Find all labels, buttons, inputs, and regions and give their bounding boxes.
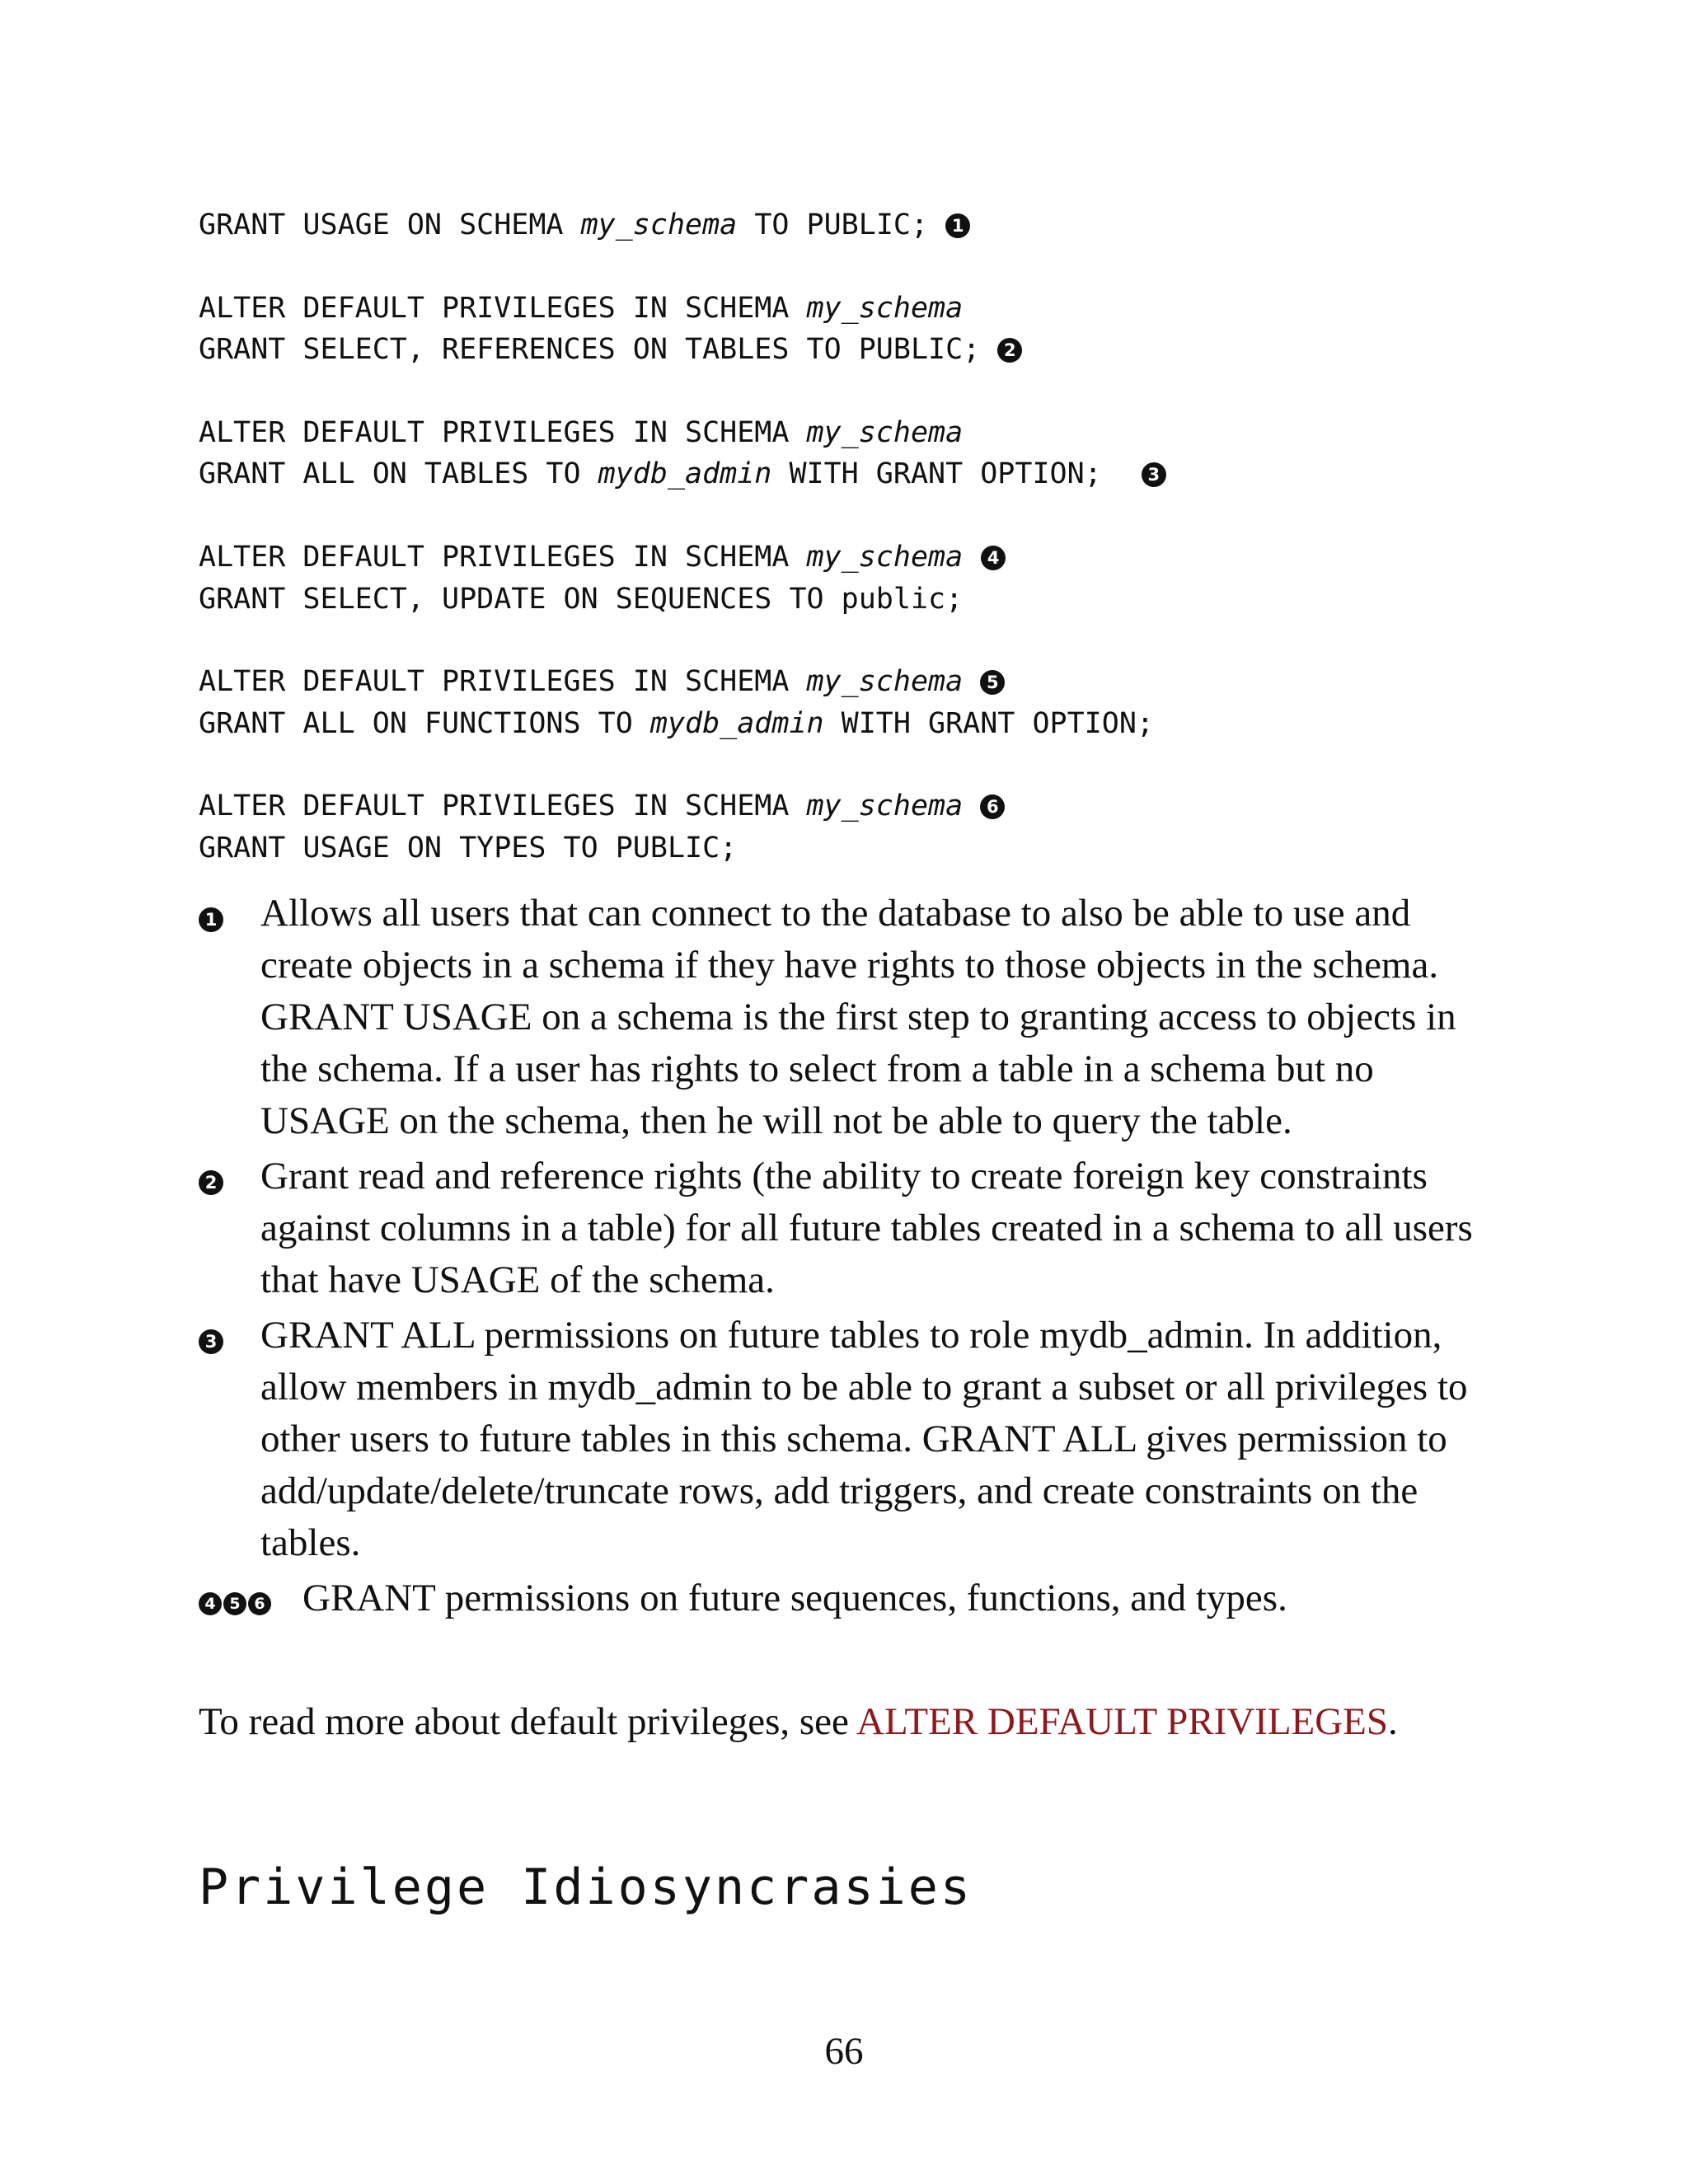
code-line xyxy=(199,453,1435,494)
callout-text: Grant read and reference rights (the ability to create foreign key constraints against columns in a table) for all future tables created in a schema to all users that have USAGE of the schema. xyxy=(260,1155,1473,1301)
code-placeholder: my_schema xyxy=(806,415,964,449)
code-text: GRANT SELECT, REFERENCES ON TABLES TO PUBLIC; xyxy=(199,333,981,367)
callout-item-4-5-6 xyxy=(199,1572,1501,1624)
callout-marker-2: 2 xyxy=(997,338,1022,363)
alter-default-privileges-link[interactable]: ALTER DEFAULT PRIVILEGES xyxy=(856,1700,1389,1743)
code-text: GRANT ALL ON TABLES TO xyxy=(199,457,598,491)
callout-item-3 xyxy=(199,1310,1501,1569)
code-text: TO PUBLIC; xyxy=(737,209,929,241)
callout-marker-6: 6 xyxy=(980,794,1005,819)
code-text: WITH GRANT OPTION; xyxy=(771,457,1102,491)
code-line xyxy=(199,785,1435,827)
code-line xyxy=(199,579,1435,620)
paragraph-text: . xyxy=(1388,1700,1398,1743)
callout-list xyxy=(199,888,1501,1628)
callout-marker: 3 xyxy=(199,1329,223,1354)
code-line xyxy=(199,827,1435,869)
code-placeholder: mydb_admin xyxy=(649,706,824,740)
page-number: 66 xyxy=(824,2030,864,2073)
code-placeholder: my_schema xyxy=(806,790,964,823)
code-text: GRANT ALL ON FUNCTIONS TO xyxy=(199,706,650,740)
code-text: WITH GRANT OPTION; xyxy=(823,706,1154,740)
body-paragraph xyxy=(199,1696,1501,1748)
code-line xyxy=(199,661,1435,702)
code-line xyxy=(199,412,1435,453)
code-text: GRANT USAGE ON SCHEMA xyxy=(199,209,581,241)
code-text: GRANT USAGE ON TYPES TO PUBLIC; xyxy=(199,831,738,865)
code-line xyxy=(199,204,1435,246)
code-line xyxy=(199,288,1435,329)
section-heading: Privilege Idiosyncrasies xyxy=(199,1858,973,1916)
callout-marker-3: 3 xyxy=(1142,462,1166,487)
code-line xyxy=(199,703,1435,744)
code-placeholder: my_schema xyxy=(806,291,964,325)
code-placeholder: my_schema xyxy=(806,541,964,574)
code-text: ALTER DEFAULT PRIVILEGES IN SCHEMA xyxy=(199,291,807,325)
callout-marker: 1 xyxy=(199,907,223,932)
callout-text: GRANT ALL permissions on future tables to role mydb_admin. In addition, allow members in mydb_admin to be able to grant a subset or all privileges to other users to future tables in this schema. GRANT ALL gives permission to add/update/delete/truncate rows, add triggers, and create constraints on the tables. xyxy=(260,1314,1468,1564)
code-line xyxy=(199,329,1435,370)
code-placeholder: my_schema xyxy=(580,209,738,241)
callout-marker-4: 4 xyxy=(981,546,1006,570)
code-text: ALTER DEFAULT PRIVILEGES IN SCHEMA xyxy=(199,790,807,823)
callout-item-2 xyxy=(199,1151,1501,1306)
callout-marker: 2 xyxy=(199,1170,223,1195)
callout-marker-1: 1 xyxy=(945,213,970,238)
callout-marker-group: 4 5 6 xyxy=(199,1592,271,1615)
callout-marker-5: 5 xyxy=(980,670,1005,695)
code-text: ALTER DEFAULT PRIVILEGES IN SCHEMA xyxy=(199,665,807,699)
callout-item-1 xyxy=(199,888,1501,1147)
code-listing xyxy=(199,204,1435,869)
callout-text: Allows all users that can connect to the database to also be able to use and create objects in a schema if they have rights to those objects in the schema. GRANT USAGE on a schema is the first step to granting access to objects in the schema. If a user has rights to select from a table in a schema but no USAGE on the schema, then he will not be able to query the table. xyxy=(260,892,1456,1142)
paragraph-text: To read more about default privileges, see xyxy=(199,1700,857,1743)
code-placeholder: my_schema xyxy=(806,665,964,699)
code-text: ALTER DEFAULT PRIVILEGES IN SCHEMA xyxy=(199,415,807,449)
callout-text: GRANT permissions on future sequences, functions, and types. xyxy=(302,1577,1287,1619)
code-text: ALTER DEFAULT PRIVILEGES IN SCHEMA xyxy=(199,541,807,574)
code-line xyxy=(199,537,1435,578)
code-placeholder: mydb_admin xyxy=(598,457,772,491)
code-text: GRANT SELECT, UPDATE ON SEQUENCES TO public; xyxy=(199,582,964,616)
